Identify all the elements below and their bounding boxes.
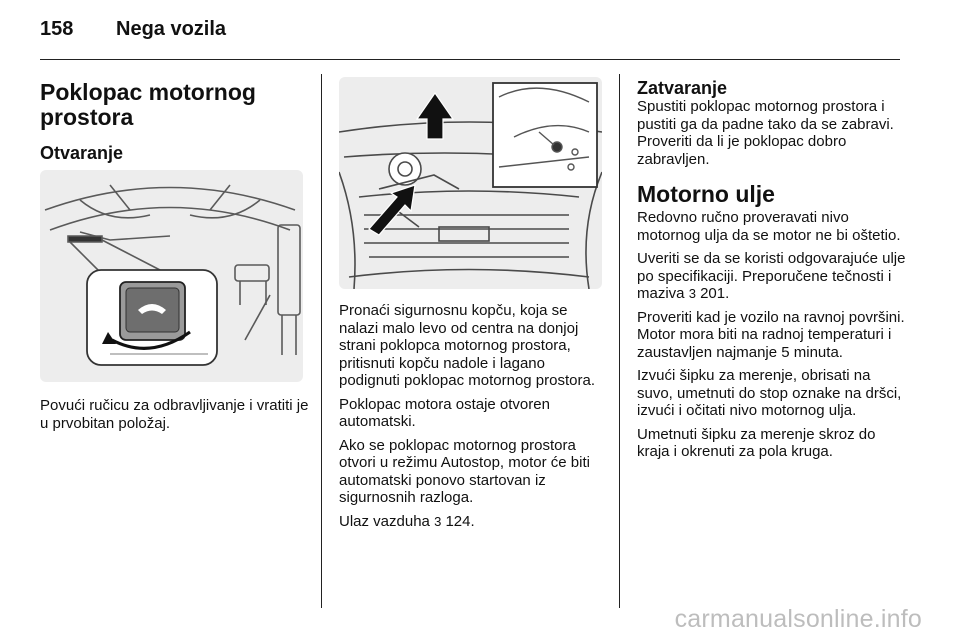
paragraph-oil-spec [637,250,907,303]
hood-release-lever-illustration [40,170,303,382]
hood-safety-catch-illustration [339,77,602,289]
page-reference-arrow-icon: 3 [434,513,442,529]
column-3-text [637,78,907,467]
paragraph-reinsert: Umetnuti šipku za merenje skroz do kraja i okrenuti za pola kruga. [637,425,876,460]
reference-text: Ulaz vazduha [339,512,430,530]
section-title: Poklopac motornog prostora [40,79,256,130]
oil-spec-page: 201. [700,285,730,302]
chapter-title: Nega vozila [116,18,227,40]
figure-caption: Povući ručicu za odbravljivanje i vratiti je u prvobitan položaj. [40,397,309,432]
column-2-text [339,302,609,536]
column-1 [40,80,310,163]
oil-spec-text: Uveriti se da se koristi odgovarajuće ulje po specifikaciji. Preporučene tečnosti i maziva [637,250,906,302]
paragraph-level-surface: Proveriti kad je vozilo na ravnoj površini. Motor mora biti na radnoj temperaturi i zaustavljen najmanje 5 minuta. [637,308,905,361]
paragraph-stays-open: Poklopac motora ostaje otvoren automatski. [339,395,550,430]
subsection-title-closing: Zatvaranje [637,78,728,98]
column-divider-2 [619,74,620,608]
air-intake-reference[interactable] [339,513,609,531]
paragraph-autostop: Ako se poklopac motornog prostora otvori u režimu Autostop, motor će biti automatski ponovo startovan iz sigurnosnih razloga. [339,436,590,506]
column-divider-1 [321,74,322,608]
subsection-title-opening: Otvaranje [40,143,124,163]
watermark: carmanualsonline.info [674,605,922,633]
header-rule [40,59,900,60]
section-title-engine-oil: Motorno ulje [637,181,775,207]
paragraph-safety-catch: Pronaći sigurnosnu kopču, koja se nalazi malo levo od centra na donjoj strani poklopca motornog prostora, pritisnuti kopču nadole i lagano podignuti poklopac motornog prostora. [339,302,595,389]
reference-page: 124. [445,512,475,530]
page-reference-arrow-icon: 3 [688,286,696,301]
page-number: 158 [40,18,74,40]
paragraph-dipstick: Izvući šipku za merenje, obrisati na suvo, umetnuti do stop oznake na dršci, izvući i očitati nivo motornog ulja. [637,367,902,419]
paragraph-oil-check: Redovno ručno proveravati nivo motornog ulja da se motor ne bi oštetio. [637,209,901,244]
paragraph-closing: Spustiti poklopac motornog prostora i pustiti ga da padne tako da se zabravi. Proveriti da li je poklopac dobro zabravljen. [637,98,894,168]
